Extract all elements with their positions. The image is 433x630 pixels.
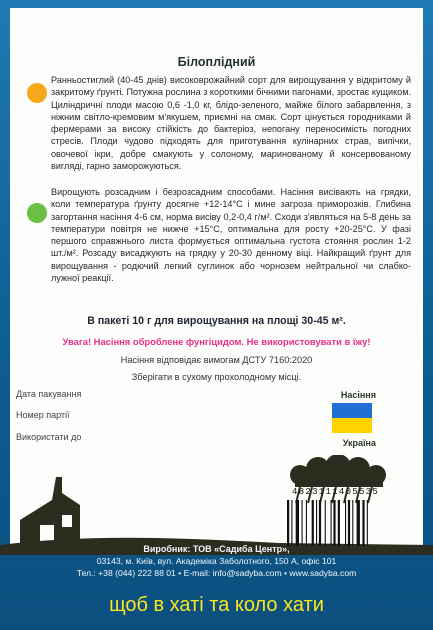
seeds-label: Насіння xyxy=(340,390,376,400)
orange-dot-icon xyxy=(27,83,47,103)
variety-title: Білоплідний xyxy=(177,55,256,69)
use-by-label: Використати до xyxy=(16,432,82,442)
manufacturer-info xyxy=(0,544,433,579)
growing-instructions: Вирощують розсадним і безрозсадним способами. Насіння висівають на грядки, коли температура ґрунту досягне +12-14°С і мине загроза приморозків. Глибина загортання насіння 4-6 см, норма висіву 0,2-0,4 г/м². Сходи з'являться на 5-8 день за температури повітря не нижче +15°С, оптимальна для росту +20-25°С. У фазі першого справжнього листа формується оптимальна густота стояння рослин 1-2 шт./м². Розсаду висаджують на грядку у 20-30 денному віці. Найкращий ґрунт для вирощування - родючий легкий суглинок або чорнозем нейтральної чи слабко-лужної реакції. xyxy=(51,187,411,284)
manufacturer-name: Виробник: ТОВ «Садиба Центр», xyxy=(143,544,290,554)
standard-compliance: Насіння відповідає вимогам ДСТУ 7160:2020 xyxy=(120,355,313,365)
batch-number-label: Номер партії xyxy=(16,410,70,420)
variety-description: Ранньостиглий (40-45 днів) високоврожайний сорт для вирощування у відкритому й закритому ґрунті. Потужна рослина з короткими бічними пагонами, зростає кущиком. Циліндричні плоди масою 0,6 -1,0 кг, блідо-зеленого, майже білого забарвлення, з ніжним світло-кремовим м'якушем, приємні на смак. Сорт цінується городниками й фермерами за високу стійкість до бактеріоз, непогану переносимість погодних стресів. Плоди чудово підходять для приготування кулінарних страв, випічки, овочевої ікри, добре смакують у солоному, маринованому й консервованому вигляді, гарно заморожуються. xyxy=(51,75,411,172)
ukraine-flag-icon xyxy=(332,403,372,433)
storage-note: Зберігати в сухому прохолодному місці. xyxy=(131,372,302,382)
pack-date-label: Дата пакування xyxy=(16,389,82,399)
barcode-number: 4823111405535 xyxy=(292,487,380,497)
slogan: щоб в хаті та коло хати xyxy=(109,594,324,616)
barcode-icon xyxy=(285,500,395,546)
manufacturer-address: 03143, м. Київ, вул. Академіка Заболотного, 150 А, офіс 101 xyxy=(96,556,337,566)
country-label: Україна xyxy=(342,438,376,448)
pack-info: В пакеті 10 г для вирощування на площі 30-45 м². xyxy=(87,315,346,327)
green-dot-icon xyxy=(27,203,47,223)
manufacturer-contact: Тел.: +38 (044) 222 88 01 • E-mail: info@sadyba.com • www.sadyba.com xyxy=(76,568,357,578)
fungicide-warning: Увага! Насіння оброблене фунгіцидом. Не використовувати в їжу! xyxy=(62,336,371,347)
